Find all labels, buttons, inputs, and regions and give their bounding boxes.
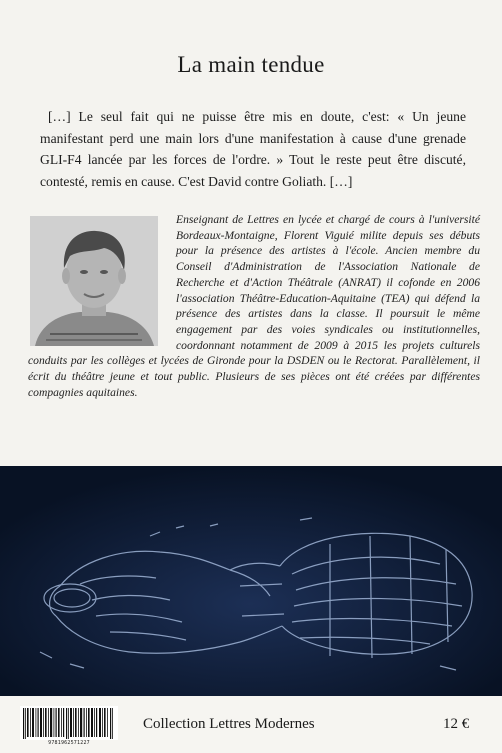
book-title: La main tendue (177, 52, 325, 77)
author-portrait-image (30, 216, 158, 346)
cover-illustration (0, 466, 502, 696)
isbn-barcode (20, 706, 118, 740)
barcode-digits: 9781962571227 (48, 740, 90, 746)
excerpt-quote: […] Le seul fait qui ne puisse être mis en doute, c'est: « Un jeune manifestant perd une main lors d'une manifestation à cause d'une grenade GLI-F4 lancée par les forces de l'ordre. » Tout le reste peut être discuté, contesté, remis en cause. C'est David contre Goliath. […] (40, 109, 466, 189)
barcode-icon (20, 706, 118, 740)
cover-footer (0, 696, 502, 753)
price-label: 12 € (443, 716, 470, 732)
hand-grenade-sketch-illustration (0, 466, 502, 696)
collection-name: Collection Lettres Modernes (143, 716, 315, 732)
author-bio-block (28, 212, 480, 400)
author-photo (30, 216, 158, 346)
author-bio-text: Enseignant de Lettres en lycée et chargé de cours à l'université Bordeaux-Montaigne, Florent Viguié milite depuis ses débuts pour la présence des artistes à l'école. Ancien membre du Conseil d'Administration de l'Association Nationale de Recherche et d'Action Théâtrale (ANRAT) il cofonde en 2006 l'association Théâtre-Education-Aquitaine (TEA) qui défend la présence des artistes dans la classe. Il poursuit le même engagement par des voies syndicales ou institutionnelles, coordonnant notamment de 2009 à 2015 les projets culturels conduits par les collèges et lycées de Gironde pour la DSDEN ou le Rectorat. Parallèlement, il écrit du théâtre jeune et tout public. Plusieurs de ses pièces ont été créées par différentes compagnies aquitaines. (28, 213, 480, 399)
